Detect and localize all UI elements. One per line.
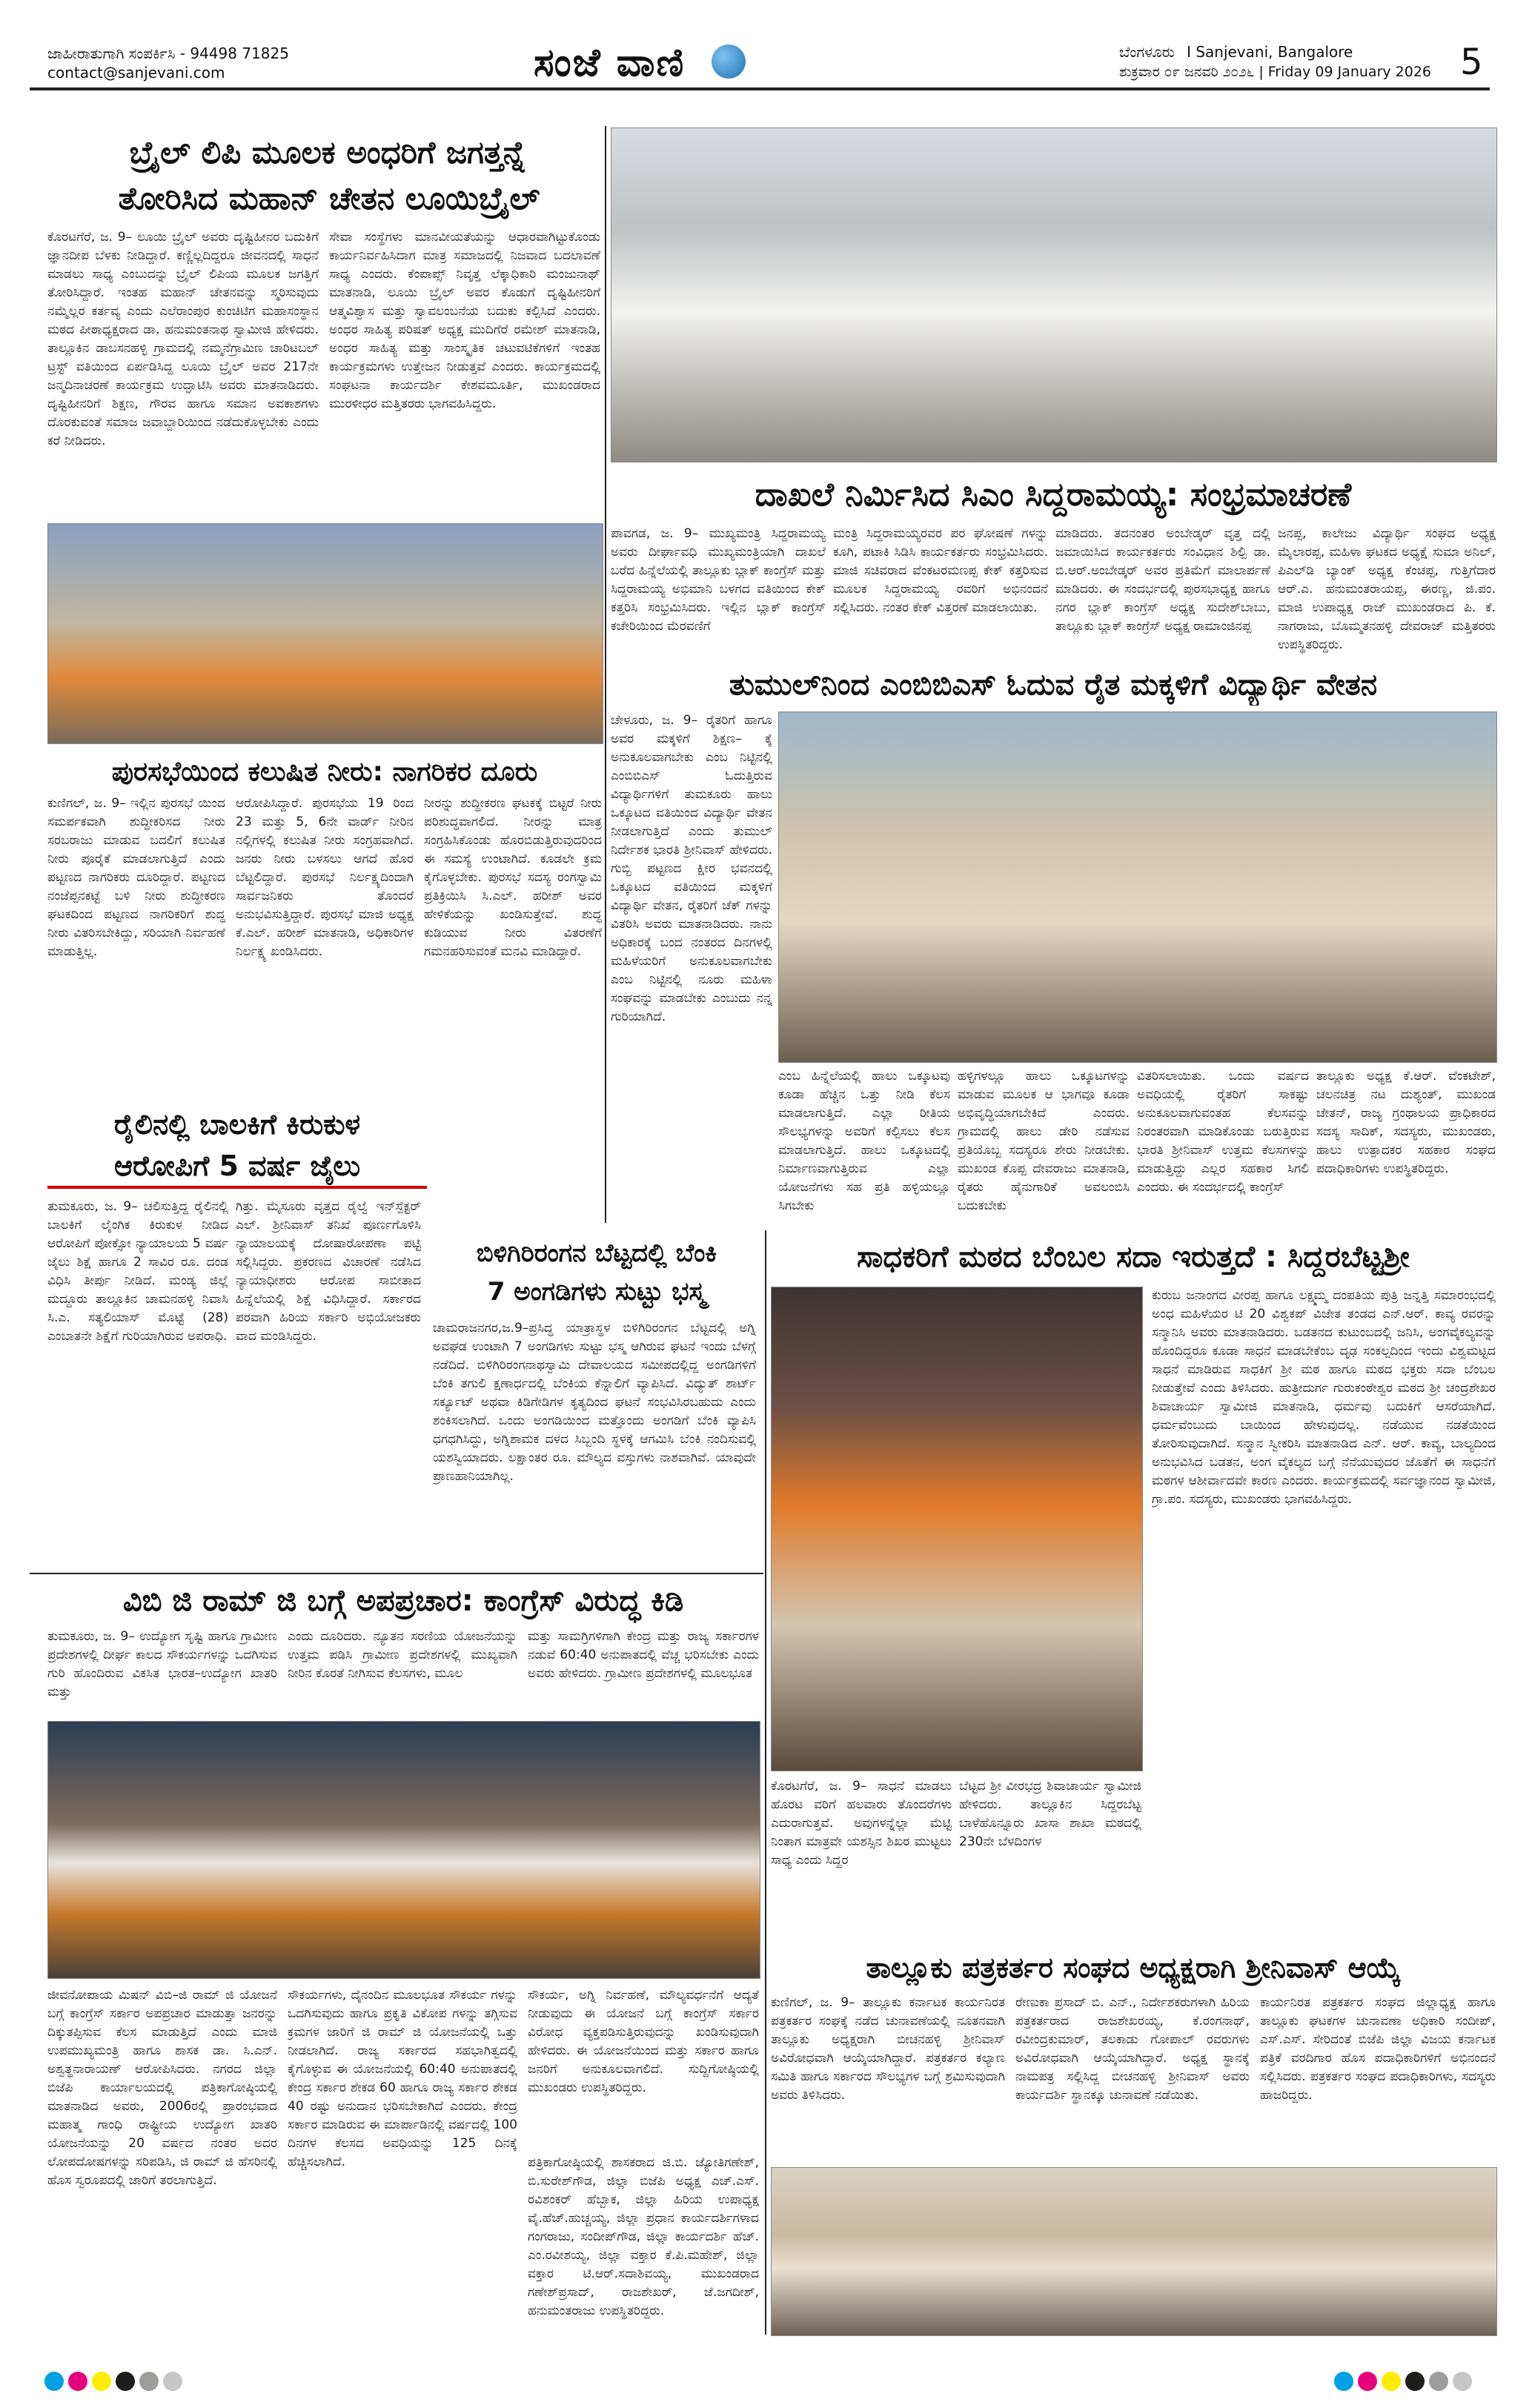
tumul-bottom-col-4: ತಾಲ್ಲೂಕು ಅಧ್ಯಕ್ಷ ಕೆ.ಆರ್. ವೆಂಕಟೇಶ್, ಚಲನಚಿತ್ರ ನಟ ದುಶ್ಯಂತ್, ಮುಖಂಡ ಚೇತನ್, ರಾಜ್ಯ ಗ್ರಂಥಾಲಯ ಪ್ರಾಧಿಕಾರದ ಸದಸ್ಯ ಸಾದಿಕ್, ಸದಸ್ಯರು, ಮುಖಂಡರು, ಹಾಲು ಉತ್ಪಾದಕರ ಸಹಕಾರ ಸಂಘದ ಪದಾಧಿಕಾರಿಗಳು ಉಪಸ್ಥಿತರಿದ್ದರು. [1316, 1069, 1496, 1176]
logo-text: ಸಂಜೆ ವಾಣಿ [534, 40, 686, 85]
ink-dot-cyan [44, 2372, 64, 2391]
masthead-rule [30, 87, 1490, 90]
braille-col-1: ಕೊರಟಗೆರೆ, ಜ. 9– ಲೂಯಿ ಬ್ರೈಲ್ ಅವರು ದೃಷ್ಟಿಹೀನರ ಬದುಕಿಗೆ ಜ್ಞಾನದೀಪ ಬೆಳಕು ನೀಡಿದ್ದಾರೆ. ಕಣ್ಣಿಲ್ಲದಿದ್ದರೂ ಜೀವನದಲ್ಲಿ ಸಾಧನೆ ಮಾಡಲು ಸಾಧ್ಯ ಎಂಬುದನ್ನು ಬ್ರೈಲ್ ಲಿಪಿಯ ಮೂಲಕ ಜಗತ್ತಿಗೆ ತೋರಿಸಿದ್ದಾರೆ. ಇಂತಹ ಮಹಾನ್ ಚೇತನವನ್ನು ಸ್ಮರಿಸುವುದು ನಮ್ಮೆಲ್ಲರ ಕರ್ತವ್ಯ ಎಂದು ಎಲೆರಾಂಪುರ ಕುಂಚಿಟಿಗ ಮಹಾಸಂಸ್ಥಾನ ಮಠದ ಪೀಠಾಧ್ಯಕ್ಷರಾದ ಡಾ. ಹನುಮಂತನಾಥ ಸ್ವಾಮೀಜಿ ಹೇಳಿದರು. ತಾಲ್ಲೂಕಿನ ಡಾಬಸನಹಳ್ಳಿ ಗ್ರಾಮದಲ್ಲಿ ನಮ್ಮನೆಗ್ರಾಮಿಣ ಚಾರಿಟಬಲ್ ಟ್ರಸ್ಟ್ ವತಿಯಿಂದ ಏರ್ಪಡಿಸಿದ್ದ ಲೂಯಿ ಬ್ರೈಲ್ ಅವರ 217ನೇ ಜನ್ಮದಿನಾಚರಣೆ ಕಾರ್ಯಕ್ರಮ ಉದ್ಘಾಟಿಸಿ ಅವರು ಮಾತನಾಡಿದರು. ದೃಷ್ಟಿಹೀನರಿಗೆ ಶಿಕ್ಷಣ, ಗೌರವ ಹಾಗೂ ಸಮಾನ ಅವಕಾಶಗಳು ದೊರಕುವಂತೆ ಸಮಾಜ ಜವಾಬ್ದಾರಿಯಿಂದ ನಡೆದುಕೊಳ್ಳಬೇಕು ಎಂದು ಕರೆ ನೀಡಿದರು. [47, 230, 319, 448]
globe-icon [712, 44, 746, 79]
journalist-group-photo [771, 2167, 1497, 2336]
tumul-scholarship-photo [778, 712, 1497, 1063]
vbg-press-meet-photo [47, 1721, 760, 1979]
vbg-bottom-col-4: ಪತ್ರಿಕಾಗೋಷ್ಠಿಯಲ್ಲಿ ಶಾಸಕರಾದ ಜಿ.ಬಿ. ಜ್ಯೋತಿಗಣೇಶ್, ಬಿ.ಸುರೇಶ್‌ಗೌಡ, ಜಿಲ್ಲಾ ಬಿಜೆಪಿ ಅಧ್ಯಕ್ಷ ಎಚ್.ಎಸ್. ರವಿಶಂಕರ್ ಹೆಬ್ಬಾಕ, ಜಿಲ್ಲಾ ಹಿರಿಯ ಉಪಾಧ್ಯಕ್ಷ ವೈ.ಹೆಚ್.ಹುಚ್ಚಯ್ಯ, ಜಿಲ್ಲಾ ಪ್ರಧಾನ ಕಾರ್ಯದರ್ಶಿಗಳಾದ ಗಂಗರಾಜು, ಸಂದೀಪ್‌ಗೌಡ, ಜಿಲ್ಲಾ ಕಾರ್ಯದರ್ಶಿ ಹೆಚ್. ಎಂ.ರವೀಶಯ್ಯ, ಜಿಲ್ಲಾ ವಕ್ತಾರ ಕೆ.ಪಿ.ಮಹೇಶ್, ಜಿಲ್ಲಾ ವಕ್ತಾರ ಟಿ.ಆರ್.ಸದಾಶಿವಯ್ಯ, ಮುಖಂಡರಾದ ಗಣೇಶ್‌ಪ್ರಸಾದ್, ರಾಜಶೇಖರ್, ಜೆ.ಜಗದೀಶ್, ಹನುಮಂತರಾಜು ಉಪಸ್ಥಿತರಿದ್ದರು. [528, 2155, 759, 2318]
sadhaka-felicitation-photo [771, 1287, 1143, 1771]
water-headline: ಪುರಸಭೆಯಿಂದ ಕಲುಷಿತ ನೀರು: ನಾಗರಿಕರ ದೂರು [111, 757, 538, 787]
cm-col-1: ಪಾವಗಡ, ಜ. 9– ಮುಖ್ಯಮಂತ್ರಿ ಸಿದ್ದರಾಮಯ್ಯ ಅವರು ದೀರ್ಘಾವಧಿ ಮುಖ್ಯಮಂತ್ರಿಯಾಗಿ ದಾಖಲೆ ಬರೆದ ಹಿನ್ನೆಲೆಯಲ್ಲಿ ತಾಲ್ಲೂಕು ಬ್ಲಾಕ್ ಕಾಂಗ್ರೆಸ್ ಮತ್ತು ಸಿದ್ದರಾಮಯ್ಯ ಅಭಿಮಾನಿ ಬಳಗದ ವತಿಯಿಂದ ಕೇಕ್ ಕತ್ತರಿಸಿ ಸಂಭ್ರಮಿಸಿದರು. ಇಲ್ಲಿನ ಬ್ಲಾಕ್ ಕಾಂಗ್ರೆಸ್ ಕಚೇರಿಯಿಂದ ಮೆರವಣಿಗೆ [611, 526, 826, 634]
sadhaka-bottom-col-1: ಕೊರಟಗೆರೆ, ಜ. 9– ಸಾಧನೆ ಮಾಡಲು ಹೊರಟ ವರಿಗೆ ಹಲವಾರು ತೊಂದರೆಗಳು ಎದುರಾಗುತ್ತವೆ. ಅವುಗಳನ್ನೆಲ್ಲಾ ಮೆಟ್ಟಿ ನಿಂತಾಗ ಮಾತ್ರವೇ ಯಶಸ್ಸಿನ ಶಿಖರ ಮುಟ್ಟಲು ಸಾಧ್ಯ ಎಂದು ಸಿದ್ದರ [771, 1779, 952, 1868]
rail-col-2: ಗಿತ್ತು. ಮೈಸೂರು ವೃತ್ತದ ರೈಲ್ವೆ ಇನ್‌ಸ್ಪೆಕ್ಟರ್ ಎಲ್. ಶ್ರೀನಿವಾಸ್ ತನಿಖೆ ಪೂರ್ಣಗೊಳಿಸಿ ನ್ಯಾಯಾಲಯಕ್ಕೆ ದೋಷಾರೋಪಣಾ ಪಟ್ಟಿ ಸಲ್ಲಿಸಿದ್ದರು. ಪ್ರಕರಣದ ವಿಚಾರಣೆ ನಡೆಸಿದ ನ್ಯಾಯಾಧೀಶರು ಆರೋಪ ಸಾಬೀತಾದ ಹಿನ್ನೆಲೆಯಲ್ಲಿ ಶಿಕ್ಷೆ ವಿಧಿಸಿದ್ದಾರೆ. ಸರ್ಕಾರದ ಪರವಾಗಿ ಹಿರಿಯ ಸರ್ಕಾರಿ ಅಭಿಯೋಜಕರು ವಾದ ಮಂಡಿಸಿದ್ದರು. [236, 1199, 421, 1344]
journalist-col-1: ಕುಣಿಗಲ್, ಜ. 9– ತಾಲ್ಲೂಕು ಕರ್ನಾಟಕ ಕಾರ್ಯನಿರತ ಪತ್ರಕರ್ತರ ಸಂಘಕ್ಕೆ ನಡೆದ ಚುನಾವಣೆಯಲ್ಲಿ ನೂತನವಾಗಿ ತಾಲ್ಲೂಕು ಅಧ್ಯಕ್ಷರಾಗಿ ಬೀಚನಹಳ್ಳಿ ಶ್ರೀನಿವಾಸ್ ಅವಿರೋಧವಾಗಿ ಆಯ್ಕೆಯಾಗಿದ್ದಾರೆ. ಪತ್ರಕರ್ತರ ಕಲ್ಯಾಣ ಸಮಿತಿ ಹಾಗೂ ಸರ್ಕಾರದ ಸೌಲಭ್ಯಗಳ ಬಗ್ಗೆ ಶ್ರಮಿಸುವುದಾಗಿ ಅವರು ತಿಳಿಸಿದರು. [771, 1995, 1005, 2103]
ink-dot-black [1405, 2372, 1425, 2391]
cm-col-3: ಮಾಡಿದರು. ತದನಂತರ ಅಂಬೇಡ್ಕರ್ ವೃತ್ತ ದಲ್ಲಿ ಜಮಾಯಿಸಿದ ಕಾರ್ಯಕರ್ತರು ಸಂವಿಧಾನ ಶಿಲ್ಪಿ ಡಾ. ಬಿ.ಆರ್.ಅಂಬೇಡ್ಕರ್ ಅವರ ಪ್ರತಿಮೆಗೆ ಮಾಲಾರ್ಪಣೆ ಮಾಡಿದರು. ಈ ಸಂದರ್ಭದಲ್ಲಿ ಪುರಸಭಾಧ್ಯಕ್ಷ ಹಾಗೂ ನಗರ ಬ್ಲಾಕ್ ಕಾಂಗ್ರೆಸ್ ಅಧ್ಯಕ್ಷ ಸುದೇಶ್‌ಬಾಬು, ತಾಲ್ಲೂಕು ಬ್ಲಾಕ್ ಕಾಂಗ್ರೆಸ್ ಅಧ್ಯಕ್ಷ ರಾಮಾಂಜಿನಪ್ಪ [1055, 526, 1270, 634]
tumul-bottom-col-2: ಹಳ್ಳಿಗಳಲ್ಲೂ ಹಾಲು ಒಕ್ಕೂಟಗಳನ್ನು ಮಾಡುವ ಮೂಲಕ ಆ ಭಾಗವೂ ಕೂಡಾ ಅಭಿವೃದ್ಧಿಯಾಗಬೇಕಿದೆ ಎಂದರು. ಗ್ರಾಮದಲ್ಲಿ ಹಾಲು ಡೇರಿ ನಡೆಸುವ ಪ್ರತಿಯೊಬ್ಬ ಸದಸ್ಯರೂ ಶೇರು ನೀಡಬೇಕು. ಮುಖಂಡ ಕೊಪ್ಪ ದೇವರಾಜು ಮಾತನಾಡಿ, ರೈತರು ಹೈನುಗಾರಿಕೆ ಅವಲಂಬಿಸಿ ಬದುಕಬೇಕು [958, 1069, 1130, 1213]
tumul-bottom-col-1: ಎಂಬ ಹಿನ್ನೆಲೆಯಲ್ಲಿ ಹಾಲು ಒಕ್ಕೂಟವು ಕೂಡಾ ಹೆಚ್ಚಿನ ಒತ್ತು ನೀಡಿ ಕೆಲಸ ಮಾಡಲಾಗುತ್ತಿದೆ. ಎಲ್ಲಾ ರೀತಿಯ ಸೌಲಭ್ಯಗಳನ್ನು ಅವರಿಗೆ ಕಲ್ಪಿಸಲು ಕೆಲಸ ಮಾಡಲಾಗುತ್ತಿದೆ. ಹಾಲು ಒಕ್ಕೂಟದಲ್ಲಿ ನಿರ್ಮಾಣವಾಗುತ್ತಿರುವ ಎಲ್ಲಾ ಯೋಜನೆಗಳು ಸಹ ಪ್ರತಿ ಹಳ್ಳಿಯಲ್ಲೂ ಸಿಗಬೇಕು [778, 1069, 950, 1213]
water-col-1: ಕುಣಿಗಲ್, ಜ. 9– ಇಲ್ಲಿನ ಪುರಸಭೆ ಯಿಂದ ಸಮರ್ಪಕವಾಗಿ ಶುದ್ಧೀಕರಿಸದ ನೀರು ಸರಬರಾಜು ಮಾಡುವ ಬದಲಿಗೆ ಕಲುಷಿತ ನೀರು ಪೂರೈಕೆ ಮಾಡಲಾಗುತ್ತಿದೆ ಎಂದು ಪಟ್ಟಣದ ನಾಗರಿಕರು ದೂರಿದ್ದಾರೆ. ಪಟ್ಟಣದ ನಂಜೆಪ್ಪನಕಟ್ಟೆ ಬಳಿ ನೀರು ಶುದ್ಧೀಕರಣ ಘಟಕದಿಂದ ಪಟ್ಟಣದ ನಾಗರಿಕರಿಗೆ ಶುದ್ಧ ನೀರು ವಿತರಿಸಬೇಕಿದ್ದು, ಸರಿಯಾಗಿ ನಿರ್ವಹಣೆ ಮಾಡುತ್ತಿಲ್ಲ. [47, 796, 225, 959]
braille-col-2: ಸೇವಾ ಸಂಸ್ಥೆಗಳು ಮಾನವೀಯತೆಯನ್ನು ಆಧಾರವಾಗಿಟ್ಟುಕೊಂಡು ಕಾರ್ಯನಿರ್ವಹಿಸಿದಾಗ ಮಾತ್ರ ಸಮಾಜದಲ್ಲಿ ನಿಜವಾದ ಬದಲಾವಣೆ ಸಾಧ್ಯ ಎಂದರು. ಕೆಂಪಾಪ್ಸ್ ನಿವೃತ್ತ ಲೆಕ್ಕಾಧಿಕಾರಿ ಮಂಜುನಾಥ್ ಮಾತನಾಡಿ, ಲೂಯಿ ಬ್ರೈಲ್ ಅವರ ಕೊಡುಗೆ ದೃಷ್ಟಿಹೀನರಿಗೆ ಆತ್ಮವಿಶ್ವಾಸ ಮತ್ತು ಸ್ವಾವಲಂಬನೆಯ ಬದುಕು ಕಲ್ಪಿಸಿದೆ ಎಂದರು. ಅಂಧರ ಸಾಹಿತ್ಯ ಪರಿಷತ್ ಅಧ್ಯಕ್ಷ ಮುದಿಗೆರೆ ರಮೇಶ್ ಮಾತನಾಡಿ, ಅಂಧರ ಸಾಹಿತ್ಯ ಮತ್ತು ಸಾಂಸ್ಕೃತಿಕ ಚಟುವಟಿಕೆಗಳಿಗೆ ಇಂತಹ ಕಾರ್ಯಕ್ರಮಗಳು ಉತ್ತೇಜನ ನೀಡುತ್ತವೆ ಎಂದರು. ಕಾರ್ಯಕ್ರಮದಲ್ಲಿ ಸಂಘಟನಾ ಕಾರ್ಯದರ್ಶಿ ಕೇಶವಮೂರ್ತಿ, ಮುಖಂಡರಾದ ಮುರಳೀಧರ ಮತ್ತಿತರರು ಭಾಗವಹಿಸಿದ್ದರು. [329, 230, 600, 411]
ink-dot-cyan [1334, 2372, 1353, 2391]
ink-dot-black [116, 2372, 135, 2391]
vbg-top-col-2: ಎಂದು ದೂರಿದರು. ನ್ಯೂತನ ಸರಣಿಯ ಯೋಜನೆಯನ್ನು ಉತ್ತಮ ಪಡಿಸಿ ಗ್ರಾಮೀಣ ಪ್ರದೇಶಗಳಲ್ಲಿ ಮುಖ್ಯವಾಗಿ ನೀರಿನ ಕೊರತೆ ನೀಗಿಸುವ ಕೆಲಸಗಳು, ಮೂಲ [288, 1629, 517, 1681]
rail-headline-1: ರೈಲಿನಲ್ಲಿ ಬಾಲಕಿಗೆ ಕಿರುಕುಳ [113, 1108, 361, 1141]
tumul-left-col: ಚೇಳೂರು, ಜ. 9– ರೈತರಿಗೆ ಹಾಗೂ ಅವರ ಮಕ್ಕಳಿಗೆ ಶಿಕ್ಷಣ– ಕ್ಕೆ ಅನುಕೂಲವಾಗಬೇಕು ಎಂಬ ನಿಟ್ಟಿನಲ್ಲಿ ಎಂಬಿಬಿಎಸ್ ಓದುತ್ತಿರುವ ವಿದ್ಯಾರ್ಥಿಗಳಿಗೆ ತುಮಕೂರು ಹಾಲು ಒಕ್ಕೂಟದ ವತಿಯಿಂದ ವಿದ್ಯಾರ್ಥಿ ವೇತನ ನೀಡಲಾಗುತ್ತಿದೆ ಎಂದು ತುಮುಲ್ ನಿರ್ದೇಶಕ ಭಾರತಿ ಶ್ರೀನಿವಾಸ್ ಹೇಳಿದರು. ಗುಬ್ಬಿ ಪಟ್ಟಣದ ಕ್ಷೀರ ಭವನದಲ್ಲಿ ಒಕ್ಕೂಟದ ವತಿಯಿಂದ ಮಕ್ಕಳಿಗೆ ವಿದ್ಯಾರ್ಥಿ ವೇತನ, ರೈತರಿಗೆ ಚೆಕ್ ಗಳನ್ನು ವಿತರಿಸಿ ಅವರು ಮಾತನಾಡಿದರು. ನಾನು ಅಧಿಕಾರಕ್ಕೆ ಬಂದ ನಂತರದ ದಿನಗಳಲ್ಲಿ ಮಹಿಳೆಯರಿಗೆ ಅನುಕೂಲವಾಗಬೇಕು ಎಂಬ ನಿಟ್ಟಿನಲ್ಲಿ ನೂರು ಮಹಿಳಾ ಸಂಘವನ್ನು ಮಾಡಬೇಕು ಎಂಬುದು ನನ್ನ ಗುರಿಯಾಗಿದೆ. [611, 713, 772, 1024]
fire-headline-2: 7 ಅಂಗಡಿಗಳು ಸುಟ್ಟು ಭಸ್ಮ [487, 1277, 706, 1307]
masthead-city [1119, 43, 1353, 61]
journalist-col-2: ರೇಣುಕಾ ಪ್ರಸಾದ್ ಬಿ. ಎನ್., ನಿರ್ದೇಶಕರುಗಳಾಗಿ ಹಿರಿಯ ಪತ್ರಕರ್ತರಾದ ರಾಜಶೇಖರಯ್ಯ, ಕೆ.ರಂಗನಾಥ್, ರವೀಂದ್ರಕುಮಾರ್, ತಲಕಾಡು ಗೋಪಾಲ್ ರವರುಗಳು ಅವಿರೋಧವಾಗಿ ಆಯ್ಕೆಯಾಗಿದ್ದಾರೆ. ಅಧ್ಯಕ್ಷ ಸ್ಥಾನಕ್ಕೆ ನಾಮಪತ್ರ ಸಲ್ಲಿಸಿದ್ದ ಬೀಚನಹಳ್ಳಿ ಶ್ರೀನಿವಾಸ್ ಅವರು ಕಾರ್ಯದರ್ಶಿ ಸ್ಥಾನಕ್ಕೂ ಚುನಾವಣೆ ನಡೆಯಿತು. [1015, 1995, 1250, 2103]
ink-marks-left [44, 2372, 187, 2394]
braille-headline-1: ಬ್ರೈಲ್ ಲಿಪಿ ಮೂಲಕ ಅಂಧರಿಗೆ ಜಗತ್ತನ್ನೆ [129, 134, 526, 170]
journalist-headline: ತಾಲ್ಲೂಕು ಪತ್ರಕರ್ತರ ಸಂಘದ ಅಧ್ಯಕ್ಷರಾಗಿ ಶ್ರೀನಿವಾಸ್ ಆಯ್ಕೆ [866, 1951, 1401, 1984]
journalist-col-3: ಕಾರ್ಯನಿರತ ಪತ್ರಕರ್ತರ ಸಂಘದ ಜಿಲ್ಲಾಧ್ಯಕ್ಷ ಹಾಗೂ ತಾಲ್ಲೂಕು ಘಟಕಗಳ ಚುನಾವಣಾ ಅಧಿಕಾರಿ ಸಂದೀಪ್, ಎಸ್.ಎಸ್. ಸೇರಿದಂತೆ ಬಿಜೆಪಿ ಜಿಲ್ಲಾ ವಿಜಯ ಕರ್ನಾಟಕ ಪತ್ರಿಕೆ ವರದಿಗಾರ ಹೊಸ ಪದಾಧಿಕಾರಿಗಳಿಗೆ ಅಭಿನಂದನೆ ಸಲ್ಲಿಸಿದರು. ಪತ್ರಕರ್ತರ ಸಂಘದ ಪದಾಧಿಕಾರಿಗಳು, ಸದಸ್ಯರು ಹಾಜರಿದ್ದರು. [1260, 1995, 1496, 2103]
vbg-top-col-3: ಮತ್ತು ಸಾಮಗ್ರಿಗಳಿಗಾಗಿ ಕೇಂದ್ರ ಮತ್ತು ರಾಜ್ಯ ಸರ್ಕಾರಗಳ ನಡುವೆ 60:40 ಅನುಪಾತದಲ್ಲಿ ವೆಚ್ಚ ಭರಿಸಬೇಕು ಎಂದು ಅವರು ಹೇಳಿದರು. ಗ್ರಾಮೀಣ ಪ್ರದೇಶಗಳಲ್ಲಿ ಮೂಲಭೂತ [528, 1629, 759, 1681]
sadhaka-right-col: ಕುರುಬ ಜನಾಂಗದ ವೀರಪ್ಪ ಹಾಗೂ ಲಕ್ಷ್ಮಮ್ಮ ದಂಪತಿಯ ಪುತ್ರಿ ಜನ್ನತ್ತಿ ಸಮಾರಂಭದಲ್ಲಿ ಅಂಧ ಮಹಿಳೆಯರ ಟಿ 20 ವಿಶ್ವಕಪ್ ವಿಜೇತ ತಂಡದ ಎನ್.ಆರ್. ಕಾವ್ಯ ರವರನ್ನು ಸನ್ಮಾನಿಸಿ ಅವರು ಮಾತನಾಡಿದರು. ಬಡತನದ ಕುಟುಂಬದಲ್ಲಿ ಜನಿಸಿ, ಅಂಗವೈಕಲ್ಯವನ್ನು ಹೊಂದಿದ್ದರೂ ಕೂಡಾ ಸಾಧನೆ ಮಾಡಬೇಕೆಂಬ ದೃಢ ಸಂಕಲ್ಪದಿಂದ ಇಂದು ವಿಶ್ವಮಟ್ಟದ ಸಾಧನೆ ಮಾಡಿರುವ ಸಾಧಕಿಗೆ ಶ್ರೀ ಮಠ ಹಾಗೂ ಮಠದ ಭಕ್ತರು ಸದಾ ಬೆಂಬಲ ನೀಡುತ್ತೇವೆ ಎಂದು ತಿಳಿಸಿದರು. ಹುತ್ರೀದುರ್ಗ ಗುರುಕಂಠೇಶ್ವರ ಮಠದ ಶ್ರೀ ಚಂದ್ರಶೇಖರ ಶಿವಾಚಾರ್ಯ ಸ್ವಾಮೀಜಿ ಮಾತನಾಡಿ, ಧರ್ಮವು ಬದುಕಿಗೆ ಆಸರೆಯಾಗಿದೆ. ಧರ್ಮವೆಂಬುದು ಬಾಯಿಂದ ಹೇಳುವುದಲ್ಲ. ನಡೆಯುವ ನಡತೆಯಿಂದ ತೋರಿಸುವುದಾಗಿದೆ. ಸನ್ಮಾನ ಸ್ವೀಕರಿಸಿ ಮಾತನಾಡಿದ ಎನ್. ಆರ್. ಕಾವ್ಯ, ಬಾಲ್ಯದಿಂದ ಅನುಭವಿಸಿದ ಬಡತನ, ಅಂಗ ವೈಕಲ್ಯದ ಬಗ್ಗೆ ನೆನೆಯುವುದರ ಜೊತೆಗೆ ಈ ಸಾಧನೆಗೆ ಮಠಗಳ ಆಶೀರ್ವಾದವೇ ಕಾರಣ ಎಂದರು. ಕಾರ್ಯಕ್ರಮದಲ್ಲಿ ಸರ್ವಜ್ಞಾನಂದ ಸ್ವಾಮೀಜಿ, ಗ್ರಾ.ಪಂ. ಸದಸ್ಯರು, ಮುಖಂಡರು ಭಾಗವಹಿಸಿದ್ದರು. [1152, 1288, 1496, 1507]
divider-vertical-lower [765, 1230, 766, 2335]
cm-procession-photo [611, 127, 1497, 462]
sadhaka-headline: ಸಾಧಕರಿಗೆ ಮಠದ ಬೆಂಬಲ ಸದಾ ಇರುತ್ತದೆ : ಸಿದ್ದರಬೆಟ್ಟಶ್ರೀ [857, 1240, 1410, 1274]
ink-dot-magenta [1358, 2372, 1377, 2391]
ink-dot-lightgrey [163, 2372, 182, 2391]
water-col-3: ನೀರನ್ನು ಶುದ್ಧೀಕರಣ ಘಟಕಕ್ಕೆ ಬಿಟ್ಟರೆ ನೀರು ಪರಿಶುದ್ಧವಾಗಲಿದೆ. ನೀರನ್ನು ಮಾತ್ರ ಸಂಗ್ರಹಿಸಿಕೊಂಡು ಹೊರಬಿಡುತ್ತಿರುವುದರಿಂದ ಈ ಸಮಸ್ಯೆ ಉಂಟಾಗಿದೆ. ಕೂಡಲೇ ಕ್ರಮ ಕೈಗೊಳ್ಳಬೇಕು. ಪುರಸಭೆ ಸದಸ್ಯ ರಂಗಸ್ವಾಮಿ ಪ್ರತಿಕ್ರಿಯಿಸಿ ಸಿ.ಎಲ್. ಹರೀಶ್ ಅವರ ಹೇಳಿಕೆಯನ್ನು ಖಂಡಿಸುತ್ತೇವೆ. ಶುದ್ಧ ಕುಡಿಯುವ ನೀರು ವಿತರಣೆಗೆ ಗಮನಹರಿಸುವಂತೆ ಮನವಿ ಮಾಡಿದ್ದಾರೆ. [424, 796, 602, 959]
contact-email[interactable]: contact@sanjevani.com [47, 64, 225, 82]
tumul-bottom-col-3: ವಿತರಿಸಲಾಯಿತು. ಒಂದು ವರ್ಷದ ಅವಧಿಯಲ್ಲಿ ರೈತರಿಗೆ ಸಾಕಷ್ಟು ಅನುಕೂಲವಾಗುವಂತಹ ಕೆಲಸವನ್ನು ನಿರಂತರವಾಗಿ ಮಾಡಿಕೊಂಡು ಬರುತ್ತಿರುವ ಭಾರತಿ ಶ್ರೀನಿವಾಸ್ ಉತ್ತಮ ಕೆಲಸಗಳನ್ನು ಮಾಡುತ್ತಿದ್ದು ಎಲ್ಲರ ಸಹಕಾರ ಸಿಗಲಿ ಎಂದರು. ಈ ಸಂದರ್ಭದಲ್ಲಿ ಕಾಂಗ್ರೆಸ್ [1137, 1069, 1309, 1195]
ink-dot-yellow [92, 2372, 111, 2391]
masthead-logo [534, 40, 949, 86]
vbg-bottom-col-1: ಜೀವನೋಪಾಯ ಮಿಷನ್ ವಿಬಿ–ಜಿ ರಾಮ್ ಜಿ ಯೋಜನೆ ಬಗ್ಗೆ ಕಾಂಗ್ರೆಸ್ ಸರ್ಕಾರ ಅಪಪ್ರಚಾರ ಮಾಡುತ್ತಾ ಜನರನ್ನು ದಿಕ್ಕುತಪ್ಪಿಸುವ ಕೆಲಸ ಮಾಡುತ್ತಿದೆ ಎಂದು ಮಾಜಿ ಉಪಮುಖ್ಯಮಂತ್ರಿ ಹಾಗೂ ಶಾಸಕ ಡಾ. ಸಿ.ಎನ್. ಅಶ್ವತ್ಥನಾರಾಯಣ್ ಆರೋಪಿಸಿದರು. ನಗರದ ಜಿಲ್ಲಾ ಬಿಜೆಪಿ ಕಾರ್ಯಾಲಯದಲ್ಲಿ ಪತ್ರಿಕಾಗೋಷ್ಠಿಯಲ್ಲಿ ಮಾತನಾಡಿದ ಅವರು, 2006ರಲ್ಲಿ ಪ್ರಾರಂಭವಾದ ಮಹಾತ್ಮ ಗಾಂಧಿ ರಾಷ್ಟ್ರೀಯ ಉದ್ಯೋಗ ಖಾತರಿ ಯೋಜನೆಯನ್ನು 20 ವರ್ಷದ ನಂತರ ಅದರ ಲೋಪದೋಷಗಳನ್ನು ಸರಿಪಡಿಸಿ, ಜಿ ರಾಮ್ ಜಿ ಹೆಸರಿನಲ್ಲಿ ಹೊಸ ಸ್ವರೂಪದಲ್ಲಿ ಜಾರಿಗೆ ತರಲಾಗುತ್ತಿದೆ. [47, 1988, 277, 2188]
city-label: ಬೆಂಗಳೂರು [1119, 43, 1175, 61]
rail-col-1: ತುಮಕೂರು, ಜ. 9– ಚಲಿಸುತ್ತಿದ್ದ ರೈಲಿನಲ್ಲಿ ಬಾಲಕಿಗೆ ಲೈಂಗಿಕ ಕಿರುಕುಳ ನೀಡಿದ ಆರೋಪಿಗೆ ಪೋಕ್ಸೋ ನ್ಯಾಯಾಲಯ 5 ವರ್ಷ ಜೈಲು ಶಿಕ್ಷೆ ಹಾಗೂ 2 ಸಾವಿರ ರೂ. ದಂಡ ವಿಧಿಸಿ ತೀರ್ಪು ನೀಡಿದೆ. ಮಂಡ್ಯ ಜಿಲ್ಲೆ ಮದ್ದೂರು ತಾಲ್ಲೂಕಿನ ಚಾಮನಹಳ್ಳಿ ನಿವಾಸಿ ಸಿ.ಎ. ಸತ್ಯಲಿಯಾಸ್ ಮೊಟ್ಟೆ (28) ಎಂಬಾತನೇ ಶಿಕ್ಷೆಗೆ ಗುರಿಯಾಗಿರುವ ಅಪರಾಧಿ. [47, 1199, 228, 1344]
ink-dot-grey [139, 2372, 159, 2391]
page-number: 5 [1460, 42, 1483, 83]
water-col-2: ಆರೋಪಿಸಿದ್ದಾರೆ. ಪುರಸಭೆಯ 19 ರಿಂದ 23 ಮತ್ತು 5, 6ನೇ ವಾರ್ಡ್ ನೀರಿನ ನಲ್ಲಿಗಳಲ್ಲಿ ಕಲುಷಿತ ನೀರು ಸಂಗ್ರಹವಾಗಿದೆ. ಜನರು ನೀರು ಬಳಸಲು ಆಗದೆ ಹೊರ ಬೆಟ್ಟಲಿದ್ದಾರೆ. ಪುರಸಭೆ ನಿರ್ಲಕ್ಷ್ಯದಿಂದಾಗಿ ಸಾರ್ವಜನಿಕರು ತೊಂದರೆ ಅನುಭವಿಸುತ್ತಿದ್ದಾರೆ. ಪುರಸಭೆ ಮಾಜಿ ಅಧ್ಯಕ್ಷ ಕೆ.ಎಲ್. ಹರೀಶ್ ಮಾತನಾಡಿ, ಅಧಿಕಾರಿಗಳ ನಿರ್ಲಕ್ಷ್ಯ ಖಂಡಿಸಿದರು. [236, 796, 414, 959]
ink-dot-lightgrey [1453, 2372, 1472, 2391]
edition-label: I Sanjevani, Bangalore [1187, 43, 1353, 61]
cm-col-2: ಮಂತ್ರಿ ಸಿದ್ದರಾಮಯ್ಯರವರ ಪರ ಘೋಷಣೆ ಗಳನ್ನು ಕೂಗಿ, ಪಟಾಕಿ ಸಿಡಿಸಿ ಕಾರ್ಯಕರ್ತರು ಸಂಭ್ರಮಿಸಿದರು. ಮಾಜಿ ಸಚಿವರಾದ ವೆಂಕಟರಮಣಪ್ಪ ಕೇಕ್ ಕತ್ತರಿಸುವ ಮೂಲಕ ಸಿದ್ದರಾಮಯ್ಯ ರವರಿಗೆ ಅಭಿನಂದನೆ ಸಲ್ಲಿಸಿದರು. ನಂತರ ಕೇಕ್ ವಿತ್ತರಣೆ ಮಾಡಲಾಯಿತು. [833, 526, 1048, 615]
cm-headline: ದಾಖಲೆ ನಿರ್ಮಿಸಿದ ಸಿಎಂ ಸಿದ್ದರಾಮಯ್ಯ: ಸಂಭ್ರಮಾಚರಣೆ [755, 476, 1352, 514]
braille-headline-2: ತೋರಿಸಿದ ಮಹಾನ್ ಚೇತನ ಲೂಯಿಬ್ರೈಲ್ [118, 180, 540, 216]
ink-dot-yellow [1382, 2372, 1401, 2391]
ink-dot-grey [1429, 2372, 1448, 2391]
masthead-date: ಶುಕ್ರವಾರ ೦೯ ಜನವರಿ ೨೦೨೬ | Friday 09 January 2026 [1119, 64, 1432, 80]
vbg-bottom-col-3: ಸೌಕರ್ಯ, ಅಗ್ನಿ ನಿರ್ವಹಣೆ, ಮೌಲ್ಯವರ್ಧನೆಗೆ ಆದ್ಯತೆ ನೀಡುವುದು ಈ ಯೋಜನೆ ಬಗ್ಗೆ ಕಾಂಗ್ರೆಸ್ ಸರ್ಕಾರ ವಿರೋಧ ವ್ಯಕ್ತಪಡಿಸುತ್ತಿರುವುದನ್ನು ಖಂಡಿಸುವುದಾಗಿ ಹೇಳಿದರು. ಈ ಯೋಜನೆಯಿಂದ ಮತ್ತು ಸರ್ಕಾರ ಹಾಗೂ ಜನರಿಗೆ ಅನುಕೂಲವಾಗಲಿದೆ. ಸುದ್ದಿಗೋಷ್ಠಿಯಲ್ಲಿ ಮುಖಂಡರು ಉಪಸ್ಥಿತರಿದ್ದರು. [528, 1988, 759, 2095]
ink-dot-magenta [68, 2372, 87, 2391]
fire-body: ಚಾಮರಾಜನಗರ,ಜ.9–ಪ್ರಸಿದ್ಧ ಯಾತ್ರಾಸ್ಥಳ ಬಿಳಿಗಿರಿರಂಗನ ಬೆಟ್ಟದಲ್ಲಿ ಅಗ್ನಿ ಅವಘಡ ಉಂಟಾಗಿ 7 ಅಂಗಡಿಗಳು ಸುಟ್ಟು ಭಸ್ಮ ಆಗಿರುವ ಘಟನೆ ಇಂದು ಬೆಳಗ್ಗೆ ನಡೆದಿದೆ. ಬಿಳಿಗಿರಿರಂಗನಾಥಸ್ವಾಮಿ ದೇವಾಲಯದ ಸಮೀಪದಲ್ಲಿದ್ದ ಅಂಗಡಿಗಳಿಗೆ ಬೆಂಕಿ ತಗುಲಿ ಕ್ಷಣಾರ್ಧದಲ್ಲಿ ಬೆಂಕಿಯ ಕೆನ್ನಾಲಿಗೆ ವ್ಯಾಪಿಸಿದೆ. ವಿದ್ಯುತ್ ಶಾರ್ಟ್ ಸರ್ಕ್ಯೂಟ್ ಅಥವಾ ಕಿಡಿಗೇಡಿಗಳ ಕೃತ್ಯದಿಂದ ಘಟನೆ ಸಂಭವಿಸಿರಬಹುದು ಎಂದು ಶಂಕಿಸಲಾಗಿದೆ. ಒಂದು ಅಂಗಡಿಯಿಂದ ಮತ್ತೊಂದು ಅಂಗಡಿಗೆ ಬೆಂಕಿ ವ್ಯಾಪಿಸಿ ಧಗಧಗಿಸಿದ್ದು, ಅಗ್ನಿಶಾಮಕ ದಳದ ಸಿಬ್ಬಂದಿ ಸ್ಥಳಕ್ಕೆ ಆಗಮಿಸಿ ಬೆಂಕಿ ನಂದಿಸುವಲ್ಲಿ ಯಶಸ್ವಿಯಾದರು. ಲಕ್ಷಾಂತರ ರೂ. ಮೌಲ್ಯದ ವಸ್ತುಗಳು ನಾಶವಾಗಿವೆ. ಯಾವುದೇ ಪ್ರಾಣಹಾನಿಯಾಗಿಲ್ಲ. [433, 1321, 756, 1484]
vbg-bottom-col-2: ಸೌಕರ್ಯಗಳು, ದೈನಂದಿನ ಮೂಲಭೂತ ಸೌಕರ್ಯ ಗಳನ್ನು ಒದಗಿಸುವುದು ಹಾಗೂ ಪ್ರಕೃತಿ ವಿಕೋಪ ಗಳನ್ನು ತಗ್ಗಿಸುವ ಕ್ರಮಗಳ ಜಾರಿಗೆ ಜಿ ರಾಮ್ ಜಿ ಯೋಜನೆಯಲ್ಲಿ ಒತ್ತು ನೀಡಲಾಗಿದೆ. ರಾಜ್ಯ ಸರ್ಕಾರದ ಸಹಭಾಗಿತ್ವದಲ್ಲಿ ಕೈಗೊಳ್ಳುವ ಈ ಯೋಜನೆಯಲ್ಲಿ 60:40 ಅನುಪಾತದಲ್ಲಿ ಕೇಂದ್ರ ಸರ್ಕಾರ ಶೇಕಡ 60 ಹಾಗೂ ರಾಜ್ಯ ಸರ್ಕಾರ ಶೇಕಡ 40 ರಷ್ಟು ಅನುದಾನ ಭರಿಸಬೇಕಾಗಿದೆ ಎಂದರು. ಕೇಂದ್ರ ಸರ್ಕಾರ ಮಾಡಿರುವ ಈ ಮಾರ್ಪಾಡಿನಲ್ಲಿ ವರ್ಷದಲ್ಲಿ 100 ದಿನಗಳ ಕೆಲಸದ ಅವಧಿಯನ್ನು 125 ದಿನಕ್ಕೆ ಹೆಚ್ಚಿಸಲಾಗಿದೆ. [288, 1988, 517, 2169]
divider-vertical-main [605, 126, 606, 1223]
divider-horizontal-mid [30, 1573, 763, 1574]
vbg-headline: ವಿಬಿ ಜಿ ರಾಮ್ ಜಿ ಬಗ್ಗೆ ಅಪಪ್ರಚಾರ: ಕಾಂಗ್ರೆಸ್ ವಿರುದ್ಧ ಕಿಡಿ [122, 1584, 684, 1618]
cm-col-4: ಜನಪ್ಪ, ಕಾಲೇಜು ವಿದ್ಯಾರ್ಥಿ ಸಂಘದ ಅಧ್ಯಕ್ಷ ಮೈಲಾರಪ್ಪ, ಮಹಿಳಾ ಘಟಕದ ಅಧ್ಯಕ್ಷೆ ಸುಮಾ ಅನಿಲ್, ಪಿಎಲ್‌ಡಿ ಬ್ಯಾಂಕ್ ಅಧ್ಯಕ್ಷ ಕೆಂಚಪ್ಪ, ಗುತ್ತಿಗೆದಾರ ಆರ್.ಎ. ಹನುಮಂತರಾಯಪ್ಪ, ಈರಣ್ಣ, ಜಿ.ಪಂ. ಮಾಜಿ ಉಪಾಧ್ಯಕ್ಷ ರಾಜ್ ಮುಖಂಡರಾದ ಪಿ. ಕೆ. ನಾಗರಾಜು, ಬೊಮ್ಮತನಹಳ್ಳಿ ದೇವರಾಜ್ ಮತ್ತಿತರರು ಉಪಸ್ಥಿತರಿದ್ದರು. [1278, 526, 1496, 652]
ink-marks-right [1334, 2372, 1476, 2394]
tumul-headline: ತುಮುಲ್‌ನಿಂದ ಎಂಬಿಬಿಎಸ್ ಓದುವ ರೈತ ಮಕ್ಕಳಿಗೆ ವಿದ್ಯಾರ್ಥಿ ವೇತನ [729, 668, 1378, 702]
ad-line: ಜಾಹೀರಾತುಗಾಗಿ ಸಂಪರ್ಕಿಸಿ - 94498 71825 [47, 44, 289, 62]
vbg-top-col-1: ತುಮಕೂರು, ಜ. 9– ಉದ್ಯೋಗ ಸೃಷ್ಟಿ ಹಾಗೂ ಗ್ರಾಮೀಣ ಪ್ರದೇಶಗಳಲ್ಲಿ ದೀರ್ಘ ಕಾಲದ ಸೌಕರ್ಯಗಳನ್ನು ಒದಗಿಸುವ ಗುರಿ ಹೊಂದಿರುವ ವಿಕಸಿತ ಭಾರತ–ಉದ್ಯೋಗ ಖಾತರಿ ಮತ್ತು [47, 1629, 277, 1699]
rail-headline-2: ಆರೋಪಿಗೆ 5 ವರ್ಷ ಜೈಲು [47, 1146, 427, 1189]
fire-headline-1: ಬಿಳಿಗಿರಿರಂಗನ ಬೆಟ್ಟದಲ್ಲಿ ಬೆಂಕಿ [476, 1238, 717, 1268]
braille-event-photo [47, 523, 603, 744]
sadhaka-bottom-col-2: ಬೆಟ್ಟದ ಶ್ರೀ ವೀರಭದ್ರ ಶಿವಾಚಾರ್ಯ ಸ್ವಾಮೀಜಿ ಹೇಳಿದರು. ತಾಲ್ಲೂಕಿನ ಸಿದ್ದರಬೆಟ್ಟ ಬಾಳೆಹೊನ್ನೂರು ಖಾಸಾ ಶಾಖಾ ಮಠದಲ್ಲಿ 230ನೇ ಬೆಳದಿಂಗಳ [959, 1779, 1141, 1849]
